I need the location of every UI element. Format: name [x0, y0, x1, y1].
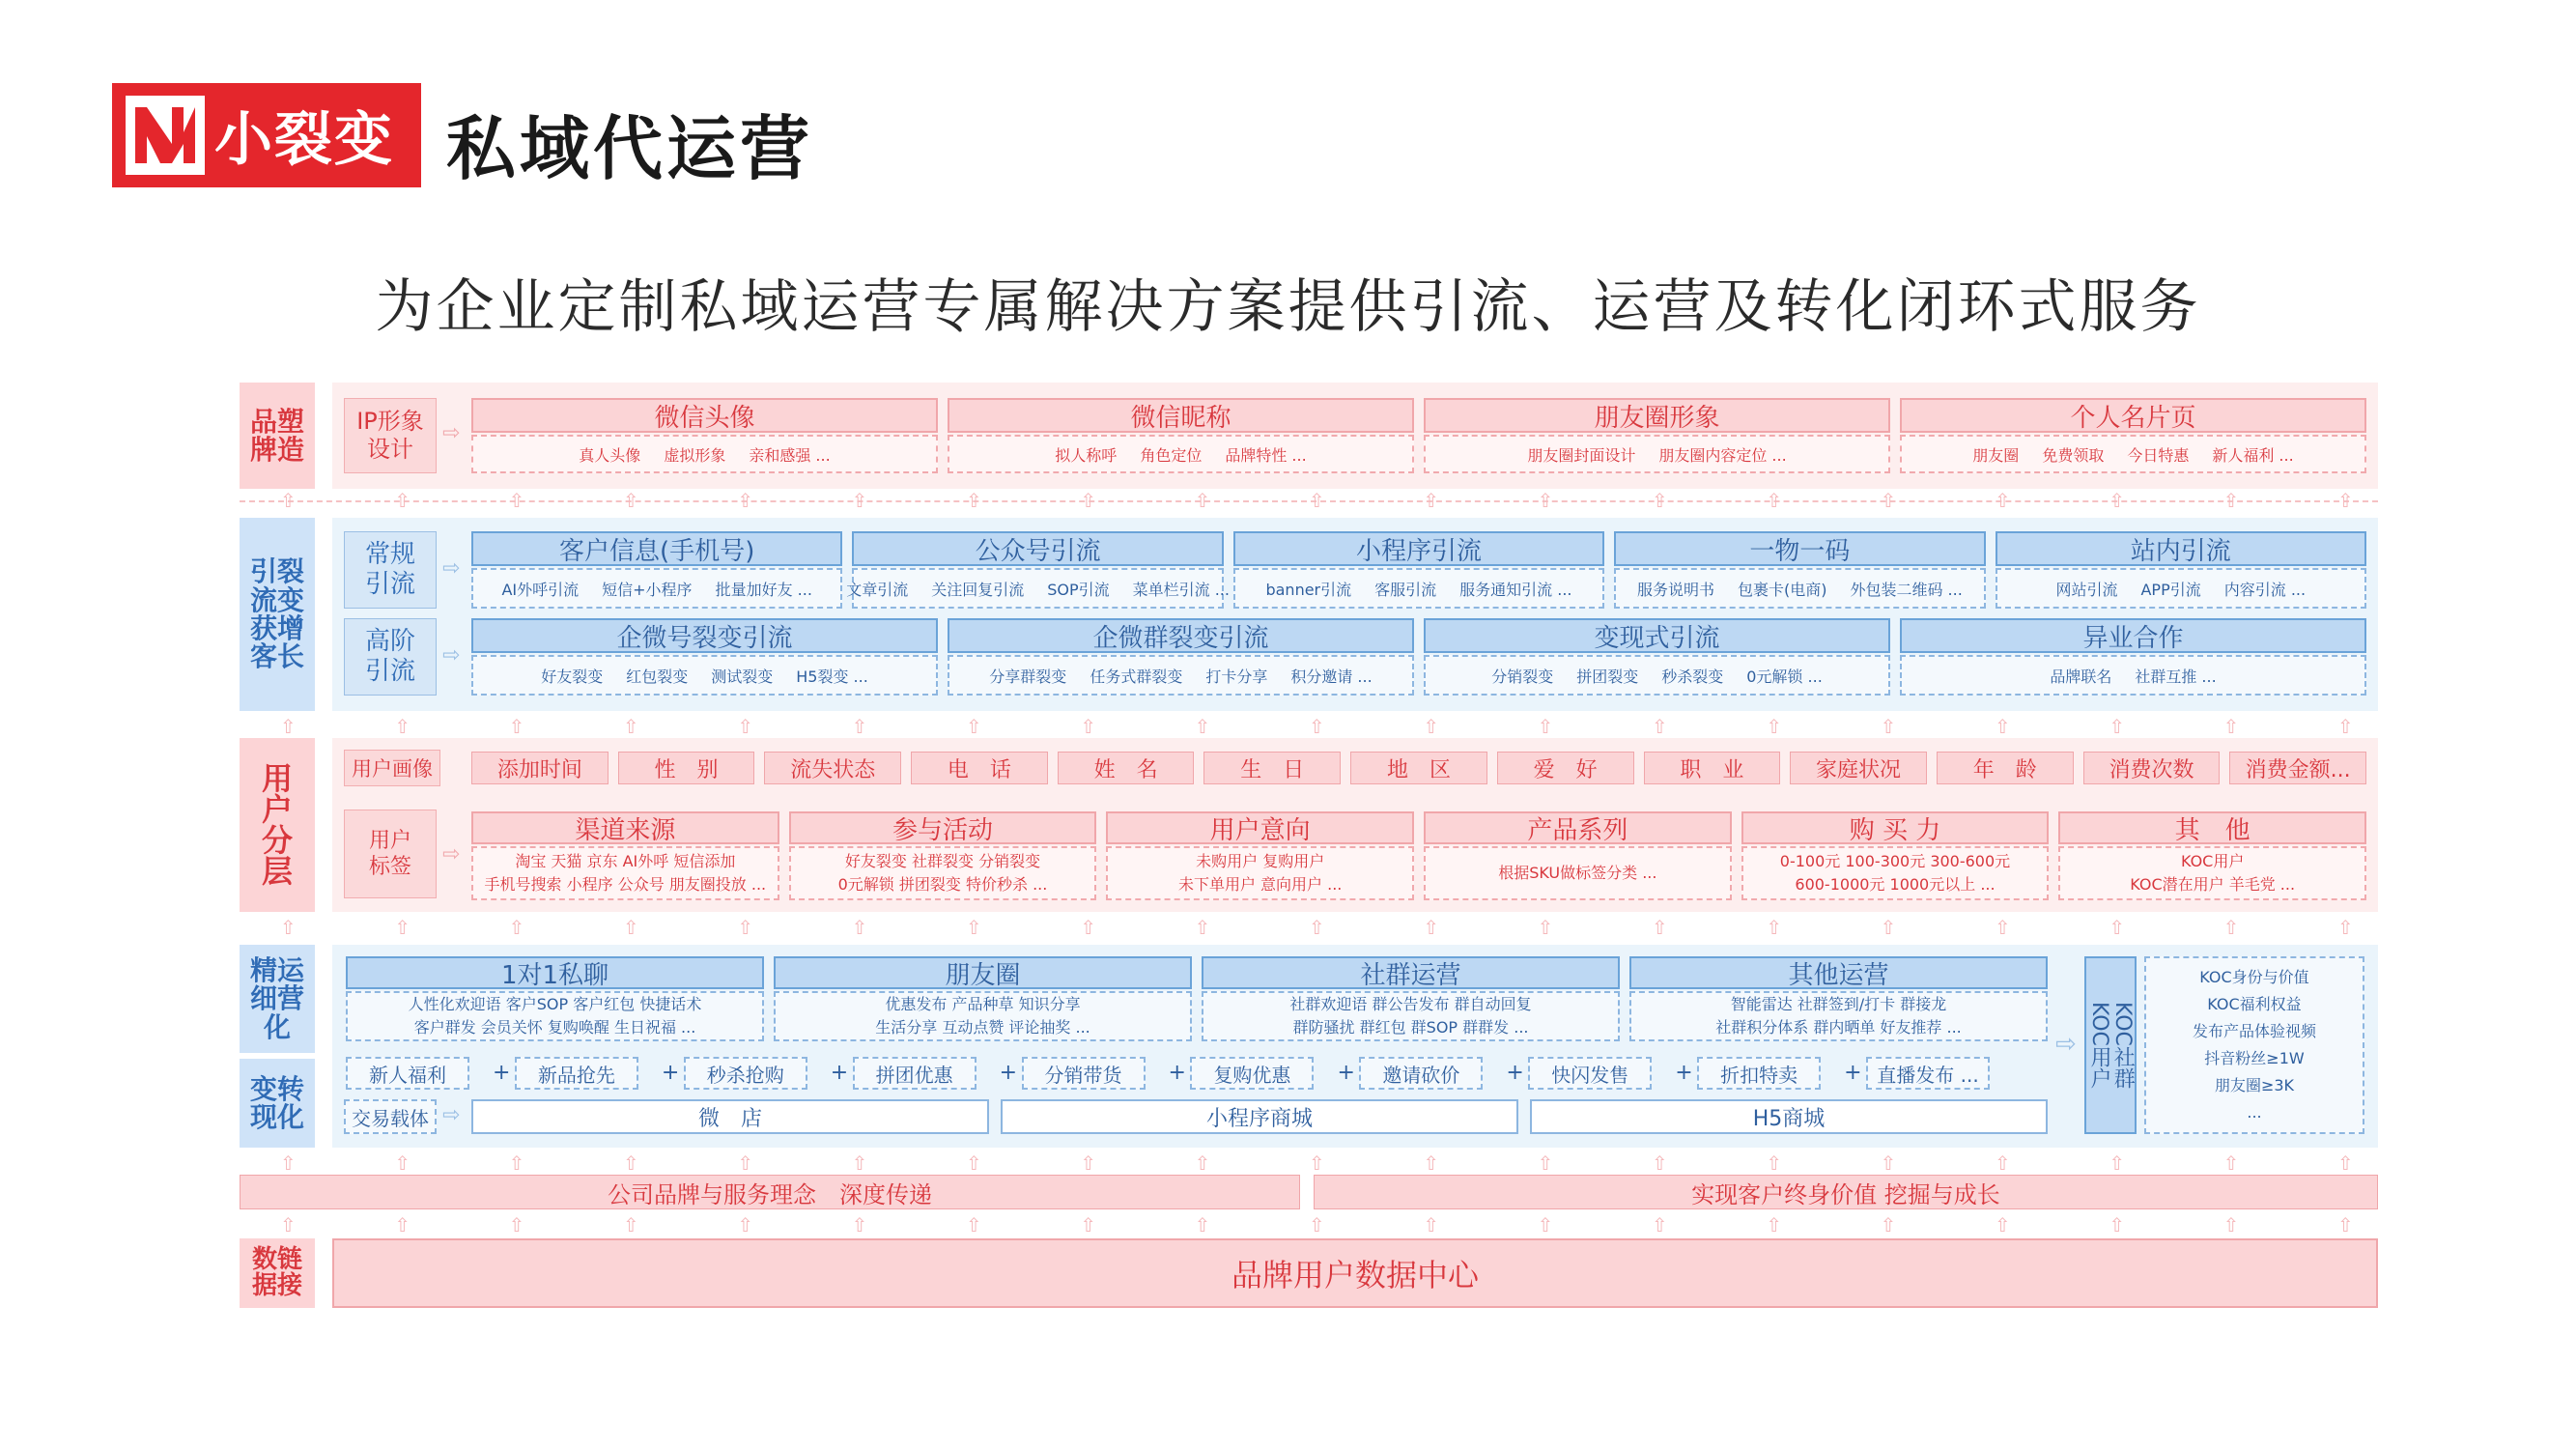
up-arrow-icon: ⇧ [394, 1213, 411, 1236]
portrait-tag: 家庭状况 [1790, 752, 1927, 784]
brand-section-label: 品塑 牌造 [240, 383, 315, 489]
up-arrow-icon: ⇧ [1766, 715, 1783, 738]
up-arrow-icon: ⇧ [623, 715, 639, 738]
detail-line: 优惠发布 产品种草 知识分享 [885, 995, 1081, 1013]
up-arrow-icon: ⇧ [737, 489, 754, 512]
column-detail [346, 991, 764, 1041]
up-arrow-icon: ⇧ [1880, 489, 1897, 512]
user-portrait-label: 用户画像 [344, 750, 440, 786]
up-arrow-icon: ⇧ [1309, 1151, 1325, 1175]
up-arrow-icon: ⇧ [1652, 1213, 1668, 1236]
detail-line: 抖音粉丝≥1W [2204, 1049, 2305, 1067]
up-arrow-icon: ⇧ [1880, 1151, 1897, 1175]
detail-item: SOP引流 [1047, 580, 1110, 599]
up-arrow-icon: ⇧ [2337, 1151, 2354, 1175]
up-arrow-icon: ⇧ [1766, 1213, 1783, 1236]
detail-line: 人性化欢迎语 客户SOP 客户红包 快捷话术 [408, 995, 702, 1013]
up-arrow-icon: ⇧ [280, 916, 297, 939]
detail-item: 品牌特性 ... [1225, 445, 1307, 465]
plus-icon: + [1506, 1061, 1524, 1085]
plus-icon: + [1844, 1061, 1862, 1085]
detail-item: 角色定位 [1140, 445, 1203, 465]
detail-item: 客服引流 [1374, 580, 1437, 599]
detail-line: 客户群发 会员关怀 复购唤醒 生日祝福 ... [413, 1018, 696, 1037]
up-arrow-icon: ⇧ [851, 715, 868, 738]
column-detail [1424, 846, 1732, 900]
detail-item: banner引流 [1265, 580, 1352, 599]
promo-tag: 新人福利 [346, 1057, 469, 1090]
up-arrow-icon: ⇧ [1194, 489, 1211, 512]
arrow-icon: ⇨ [442, 421, 461, 445]
up-arrow-icon: ⇧ [737, 1151, 754, 1175]
up-arrow-icon: ⇧ [623, 489, 639, 512]
column-detail [846, 568, 1230, 609]
column-header: 1对1私聊 [346, 956, 764, 989]
up-arrow-icon: ⇧ [394, 1151, 411, 1175]
up-arrow-icon: ⇧ [2109, 489, 2126, 512]
promo-tag: 分销带货 [1022, 1057, 1146, 1090]
detail-item: 品牌联名 [2050, 667, 2112, 686]
logo-text: 小裂变 [214, 106, 394, 174]
arrow-icon: ⇨ [442, 556, 461, 581]
promo-tag: 秒杀抢购 [684, 1057, 807, 1090]
up-arrow-icon: ⇧ [851, 1213, 868, 1236]
up-arrow-icon: ⇧ [2109, 1151, 2126, 1175]
koc-title: KOC社群 KOC用户 [2084, 956, 2137, 1134]
detail-line: 好友裂变 社群裂变 分销裂变 [844, 852, 1041, 870]
column-header: 企微群裂变引流 [948, 618, 1414, 653]
column-header: 购 买 力 [1741, 811, 2050, 844]
up-arrow-icon: ⇧ [1995, 489, 2011, 512]
portrait-tag: 流失状态 [764, 752, 901, 784]
column-detail [1106, 846, 1414, 900]
column-detail [471, 846, 779, 900]
detail-line: 根据SKU做标签分类 ... [1498, 864, 1657, 882]
detail-item: 积分邀请 ... [1290, 667, 1373, 686]
portrait-tag: 电 话 [911, 752, 1048, 784]
portrait-tag: 性 别 [618, 752, 755, 784]
portrait-tag: 添加时间 [471, 752, 609, 784]
up-arrow-icon: ⇧ [1995, 916, 2011, 939]
data-center: 品牌用户数据中心 [332, 1238, 2378, 1308]
up-arrow-icon: ⇧ [2109, 715, 2126, 738]
column-header: 企微号裂变引流 [471, 618, 938, 653]
up-arrow-icon: ⇧ [1880, 1213, 1897, 1236]
up-arrow-icon: ⇧ [2337, 916, 2354, 939]
column-detail [1900, 435, 2366, 473]
detail-line: 生活分享 互动点赞 评论抽奖 ... [875, 1018, 1090, 1037]
detail-item: 分销裂变 [1491, 667, 1554, 686]
detail-line: KOC身份与价值 [2199, 968, 2309, 986]
up-arrow-icon: ⇧ [2337, 715, 2354, 738]
up-arrow-icon: ⇧ [394, 489, 411, 512]
up-arrow-icon: ⇧ [1309, 1213, 1325, 1236]
up-arrow-icon: ⇧ [1766, 489, 1783, 512]
plus-icon: + [1675, 1061, 1693, 1085]
up-arrow-icon: ⇧ [2222, 715, 2240, 738]
up-arrow-icon: ⇧ [966, 1151, 982, 1175]
detail-item: 打卡分享 [1205, 667, 1268, 686]
detail-line: 群防骚扰 群红包 群SOP 群群发 ... [1292, 1018, 1529, 1037]
logo-icon [124, 94, 207, 177]
detail-item: 朋友圈 [1972, 445, 2020, 465]
plus-icon: + [1337, 1061, 1355, 1085]
detail-item: H5裂变 ... [796, 667, 868, 686]
portrait-tag: 消费次数 [2083, 752, 2221, 784]
column-detail [1741, 846, 2050, 900]
portrait-tag: 姓 名 [1058, 752, 1195, 784]
column-header: 客户信息(手机号) [471, 531, 842, 566]
koc-list [2144, 956, 2364, 1134]
up-arrow-icon: ⇧ [2222, 1151, 2240, 1175]
detail-item: 社群互推 ... [2135, 667, 2217, 686]
column-header: 微信昵称 [948, 398, 1414, 433]
up-arrow-icon: ⇧ [2337, 489, 2354, 512]
detail-line: KOC福利权益 [2207, 995, 2302, 1013]
column-header: 用户意向 [1106, 811, 1414, 844]
arrow-icon: ⇨ [442, 1103, 461, 1127]
column-header: 站内引流 [1996, 531, 2366, 566]
promo-tag: 复购优惠 [1190, 1057, 1314, 1090]
detail-item: 秒杀裂变 [1661, 667, 1724, 686]
up-arrow-icon: ⇧ [1652, 715, 1668, 738]
up-arrow-icon: ⇧ [1080, 1213, 1097, 1236]
brand-logo [112, 83, 421, 187]
up-arrow-icon: ⇧ [1995, 1213, 2011, 1236]
column-detail [1424, 435, 1890, 473]
up-arrow-icon: ⇧ [1423, 489, 1440, 512]
up-arrow-icon: ⇧ [966, 489, 982, 512]
promo-tag: 拼团优惠 [853, 1057, 977, 1090]
column-detail [1900, 655, 2366, 696]
detail-item: 服务说明书 [1636, 580, 1714, 599]
page-subtitle: 为企业定制私域运营专属解决方案提供引流、运营及转化闭环式服务 [375, 273, 2201, 341]
detail-item: 文章引流 [846, 580, 909, 599]
up-arrow-icon: ⇧ [851, 916, 868, 939]
detail-item: 包裹卡(电商) [1737, 580, 1827, 599]
up-arrow-icon: ⇧ [737, 1213, 754, 1236]
detail-line: 发布产品体验视频 [2192, 1022, 2316, 1040]
up-arrow-icon: ⇧ [1194, 916, 1211, 939]
detail-item: 关注回复引流 [931, 580, 1025, 599]
up-arrow-icon: ⇧ [2222, 1213, 2240, 1236]
plus-icon: + [999, 1061, 1018, 1085]
up-arrow-icon: ⇧ [1194, 715, 1211, 738]
detail-item: APP引流 [2140, 580, 2201, 599]
detail-item: 测试裂变 [711, 667, 774, 686]
detail-item: 红包裂变 [626, 667, 689, 686]
up-arrow-icon: ⇧ [1766, 916, 1783, 939]
detail-item: 短信+小程序 [602, 580, 693, 599]
detail-item: 网站引流 [2055, 580, 2118, 599]
up-arrow-icon: ⇧ [1080, 489, 1097, 512]
lifetime-value-bar: 实现客户终身价值 挖掘与成长 [1314, 1175, 2378, 1209]
brand-title: 私域代运营 [446, 108, 814, 189]
user-tag-label: 用户 标签 [344, 810, 437, 898]
detail-item: 菜单栏引流 ... [1132, 580, 1230, 599]
up-arrow-icon: ⇧ [2109, 916, 2126, 939]
up-arrow-icon: ⇧ [1423, 715, 1440, 738]
detail-item: 任务式群裂变 [1090, 667, 1183, 686]
column-detail [948, 435, 1414, 473]
column-header: 变现式引流 [1424, 618, 1890, 653]
brand-philosophy-bar: 公司品牌与服务理念 深度传递 [240, 1175, 1300, 1209]
up-arrow-icon: ⇧ [2222, 916, 2240, 939]
up-arrow-icon: ⇧ [966, 715, 982, 738]
promo-tag: 邀请砍价 [1359, 1057, 1483, 1090]
up-arrow-icon: ⇧ [280, 1213, 297, 1236]
up-arrow-icon: ⇧ [1880, 715, 1897, 738]
up-arrow-icon: ⇧ [851, 489, 868, 512]
column-detail [948, 655, 1414, 696]
portrait-tag: 地 区 [1350, 752, 1487, 784]
carrier-item: 微 店 [471, 1099, 989, 1134]
up-arrow-icon: ⇧ [623, 1151, 639, 1175]
detail-item: 拟人称呼 [1055, 445, 1118, 465]
up-arrow-icon: ⇧ [508, 715, 525, 738]
plus-icon: + [493, 1061, 511, 1085]
detail-item: 亲和感强 ... [749, 445, 831, 465]
column-header: 渠道来源 [471, 811, 779, 844]
ops-section-label: 精运 细营 化 [240, 945, 315, 1053]
portrait-tag: 爱 好 [1497, 752, 1634, 784]
column-header: 小程序引流 [1233, 531, 1604, 566]
column-detail [471, 655, 938, 696]
up-arrow-icon: ⇧ [623, 916, 639, 939]
advanced-traffic-label: 高阶 引流 [344, 618, 437, 696]
carrier-item: H5商城 [1530, 1099, 2048, 1134]
up-arrow-icon: ⇧ [966, 1213, 982, 1236]
column-header: 朋友圈 [774, 956, 1192, 989]
column-header: 社群运营 [1202, 956, 1620, 989]
up-arrow-icon: ⇧ [2109, 1213, 2126, 1236]
up-arrow-icon: ⇧ [508, 916, 525, 939]
column-header: 其他运营 [1629, 956, 2048, 989]
detail-item: 0元解锁 ... [1746, 667, 1823, 686]
user-section-label: 用 户 分 层 [240, 738, 315, 912]
up-arrow-icon: ⇧ [1080, 715, 1097, 738]
up-arrow-icon: ⇧ [966, 916, 982, 939]
up-arrow-icon: ⇧ [623, 1213, 639, 1236]
up-arrow-icon: ⇧ [1537, 916, 1554, 939]
up-arrow-icon: ⇧ [1309, 715, 1325, 738]
column-detail [1424, 655, 1890, 696]
detail-line: 淘宝 天猫 京东 AI外呼 短信添加 [515, 852, 736, 870]
up-arrow-icon: ⇧ [280, 1151, 297, 1175]
brand-sub-label: IP形象 设计 [344, 398, 437, 473]
detail-line: 未购用户 复购用户 [1196, 852, 1325, 870]
column-header: 个人名片页 [1900, 398, 2366, 433]
arrow-icon: ⇨ [442, 842, 461, 867]
detail-line: KOC潜在用户 羊毛党 ... [2130, 875, 2296, 894]
detail-item: 朋友圈内容定位 ... [1658, 445, 1787, 465]
portrait-tag: 年 龄 [1937, 752, 2074, 784]
column-detail [471, 435, 938, 473]
column-detail [1996, 568, 2366, 609]
carrier-item: 小程序商城 [1001, 1099, 1518, 1134]
column-header: 微信头像 [471, 398, 938, 433]
up-arrow-icon: ⇧ [2222, 489, 2240, 512]
promo-tag: 新品抢先 [515, 1057, 638, 1090]
up-arrow-icon: ⇧ [1995, 715, 2011, 738]
detail-item: 内容引流 ... [2223, 580, 2307, 599]
up-arrow-icon: ⇧ [1537, 489, 1554, 512]
column-header: 朋友圈形象 [1424, 398, 1890, 433]
column-detail [789, 846, 1097, 900]
portrait-tag: 职 业 [1644, 752, 1781, 784]
column-detail [471, 568, 842, 609]
up-arrow-icon: ⇧ [851, 1151, 868, 1175]
up-arrow-icon: ⇧ [737, 715, 754, 738]
up-arrow-icon: ⇧ [1423, 1213, 1440, 1236]
detail-item: 朋友圈封面设计 [1527, 445, 1636, 465]
up-arrow-icon: ⇧ [1080, 1151, 1097, 1175]
up-arrow-icon: ⇧ [1880, 916, 1897, 939]
up-arrow-icon: ⇧ [508, 489, 525, 512]
promo-tag: 快闪发售 [1528, 1057, 1652, 1090]
up-arrow-icon: ⇧ [1766, 1151, 1783, 1175]
column-header: 公众号引流 [852, 531, 1223, 566]
column-detail [1614, 568, 1985, 609]
detail-line: 社群欢迎语 群公告发布 群自动回复 [1289, 995, 1532, 1013]
up-arrow-icon: ⇧ [508, 1151, 525, 1175]
up-arrow-icon: ⇧ [1652, 916, 1668, 939]
up-arrow-icon: ⇧ [1537, 1151, 1554, 1175]
up-arrow-icon: ⇧ [1080, 916, 1097, 939]
detail-line: KOC用户 [2180, 852, 2245, 870]
up-arrow-icon: ⇧ [280, 715, 297, 738]
column-header: 参与活动 [789, 811, 1097, 844]
column-header: 产品系列 [1424, 811, 1732, 844]
up-arrow-icon: ⇧ [737, 916, 754, 939]
detail-item: AI外呼引流 [501, 580, 580, 599]
column-detail [1233, 568, 1604, 609]
up-arrow-icon: ⇧ [508, 1213, 525, 1236]
up-arrow-icon: ⇧ [1537, 1213, 1554, 1236]
portrait-tag: 消费金额... [2229, 752, 2366, 784]
promo-tag: 直播发布 ... [1866, 1057, 1990, 1090]
detail-item: 真人头像 [579, 445, 641, 465]
plus-icon: + [1168, 1061, 1186, 1085]
detail-line: 未下单用户 意向用户 ... [1177, 875, 1343, 894]
up-arrow-icon: ⇧ [1309, 489, 1325, 512]
detail-line: 手机号搜索 小程序 公众号 朋友圈投放 ... [484, 875, 767, 894]
column-detail [1629, 991, 2048, 1041]
up-arrow-icon: ⇧ [280, 489, 297, 512]
column-detail [774, 991, 1192, 1041]
up-arrow-icon: ⇧ [394, 916, 411, 939]
up-arrow-icon: ⇧ [394, 715, 411, 738]
up-arrow-icon: ⇧ [1309, 916, 1325, 939]
promo-tag: 折扣特卖 [1697, 1057, 1821, 1090]
up-arrow-icon: ⇧ [2337, 1213, 2354, 1236]
detail-item: 新人福利 ... [2212, 445, 2294, 465]
portrait-tag: 生 日 [1203, 752, 1341, 784]
column-detail [2058, 846, 2366, 900]
detail-item: 今日特惠 [2127, 445, 2190, 465]
up-arrow-icon: ⇧ [1652, 1151, 1668, 1175]
detail-item: 免费领取 [2042, 445, 2105, 465]
carrier-label: 交易载体 [344, 1099, 437, 1134]
detail-item: 虚拟形象 [664, 445, 726, 465]
column-header: 一物一码 [1614, 531, 1985, 566]
detail-item: 分享群裂变 [989, 667, 1067, 686]
detail-item: 外包装二维码 ... [1850, 580, 1963, 599]
arrow-icon: ⇨ [442, 643, 461, 668]
detail-line: ... [2247, 1103, 2262, 1122]
up-arrow-icon: ⇧ [1537, 715, 1554, 738]
arrow-icon: ⇨ [2055, 1030, 2077, 1059]
up-arrow-icon: ⇧ [1423, 916, 1440, 939]
plus-icon: + [661, 1061, 680, 1085]
plus-icon: + [830, 1061, 849, 1085]
column-detail [1202, 991, 1620, 1041]
detail-line: 社群积分体系 群内晒单 好友推荐 ... [1715, 1018, 1962, 1037]
detail-line: 600-1000元 1000元以上 ... [1795, 875, 1996, 894]
detail-line: 朋友圈≥3K [2214, 1076, 2295, 1094]
column-header: 异业合作 [1900, 618, 2366, 653]
detail-item: 批量加好友 ... [715, 580, 812, 599]
detail-item: 拼团裂变 [1576, 667, 1639, 686]
detail-line: 0元解锁 拼团裂变 特价秒杀 ... [837, 875, 1048, 894]
regular-traffic-label: 常规 引流 [344, 531, 437, 609]
detail-item: 服务通知引流 ... [1459, 580, 1572, 599]
up-arrow-icon: ⇧ [1194, 1213, 1211, 1236]
detail-item: 好友裂变 [541, 667, 604, 686]
up-arrow-icon: ⇧ [1652, 489, 1668, 512]
up-arrow-icon: ⇧ [1423, 1151, 1440, 1175]
detail-line: 智能雷达 社群签到/打卡 群接龙 [1730, 995, 1947, 1013]
up-arrow-icon: ⇧ [1995, 1151, 2011, 1175]
data-link-label: 数链 据接 [240, 1238, 315, 1308]
up-arrow-icon: ⇧ [1194, 1151, 1211, 1175]
monetize-section-label: 变转 现化 [240, 1059, 315, 1148]
detail-line: 0-100元 100-300元 300-600元 [1779, 852, 2011, 870]
traffic-section-label: 引裂 流变 获增 客长 [240, 518, 315, 711]
column-header: 其 他 [2058, 811, 2366, 844]
